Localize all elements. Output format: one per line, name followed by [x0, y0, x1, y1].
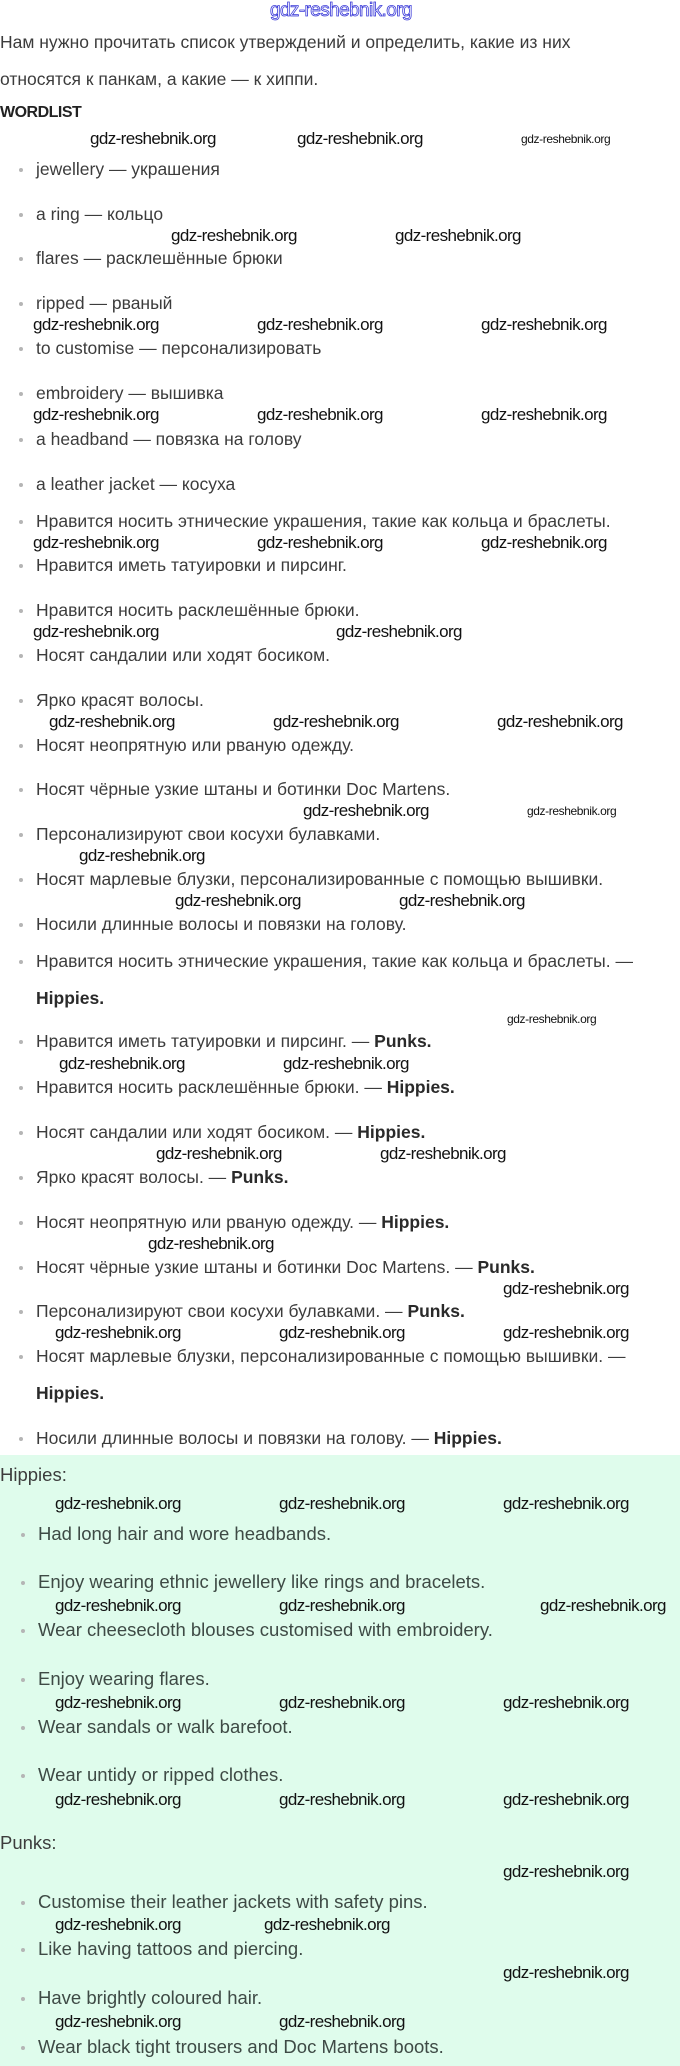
list-item: Персонализируют свои косухи булавками. — [36, 824, 381, 844]
intro-line-1: Нам нужно прочитать список утверждений и определить, какие из них — [0, 32, 571, 52]
list-item: Носят неопрятную или рваную одежду. — [36, 735, 354, 755]
list-item: Customise their leather jackets with safety pins. — [38, 1891, 428, 1912]
answer-item: Носили длинные волосы и повязки на голову. — Hippies. — [36, 1428, 502, 1448]
list-item: Enjoy wearing ethnic jewellery like rings and bracelets. — [38, 1571, 486, 1592]
list-item: Носили длинные волосы и повязки на голову. — [36, 914, 407, 934]
watermark: gdz-reshebnik.org — [148, 1234, 274, 1253]
watermark: gdz-reshebnik.org — [59, 1054, 185, 1073]
answer-item: Носят чёрные узкие штаны и ботинки Doc Martens. — Punks. — [36, 1257, 535, 1277]
watermark: gdz-reshebnik.org — [503, 1693, 629, 1712]
list-item: ripped — рваный — [36, 293, 173, 313]
watermark: gdz-reshebnik.org — [55, 1790, 181, 1809]
watermark: gdz-reshebnik.org — [380, 1144, 506, 1163]
watermark: gdz-reshebnik.org — [171, 226, 297, 245]
watermark: gdz-reshebnik.org — [279, 2012, 405, 2031]
list-item: Носят марлевые блузки, персонализированные с помощью вышивки. — [36, 869, 604, 889]
watermark: gdz-reshebnik.org — [521, 132, 611, 146]
watermark: gdz-reshebnik.org — [264, 1915, 390, 1934]
list-item: jewellery — украшения — [36, 159, 220, 179]
list-item: Wear black tight trousers and Doc Martens boots. — [38, 2036, 444, 2057]
watermark: gdz-reshebnik.org — [279, 1323, 405, 1342]
watermark: gdz-reshebnik.org — [481, 533, 607, 552]
watermark: gdz-reshebnik.org — [503, 1323, 629, 1342]
answer-item: Носят сандалии или ходят босиком. — Hippies. — [36, 1122, 426, 1142]
answer-item: Ярко красят волосы. — Punks. — [36, 1167, 289, 1187]
watermark: gdz-reshebnik.org — [297, 129, 423, 148]
intro-line-2: относятся к панкам, а какие — к хиппи. — [0, 69, 319, 89]
watermark: gdz-reshebnik.org — [279, 1693, 405, 1712]
list-item: Wear cheesecloth blouses customised with embroidery. — [38, 1619, 493, 1640]
answer-item: Носят неопрятную или рваную одежду. — Hippies. — [36, 1212, 450, 1232]
list-item: Носят чёрные узкие штаны и ботинки Doc Martens. — [36, 779, 451, 799]
watermark: gdz-reshebnik.org — [257, 315, 383, 334]
watermark: gdz-reshebnik.org — [257, 533, 383, 552]
answer-item-cont: Hippies. — [36, 1383, 105, 1403]
list-item: Ярко красят волосы. — [36, 690, 204, 710]
watermark: gdz-reshebnik.org — [175, 891, 301, 910]
watermark: gdz-reshebnik.org — [33, 405, 159, 424]
watermark: gdz-reshebnik.org — [279, 1596, 405, 1615]
watermark: gdz-reshebnik.org — [55, 1596, 181, 1615]
list-item: a leather jacket — косуха — [36, 474, 236, 494]
watermark: gdz-reshebnik.org — [49, 712, 175, 731]
watermark: gdz-reshebnik.org — [33, 315, 159, 334]
watermark: gdz-reshebnik.org — [273, 712, 399, 731]
punks-heading: Punks: — [0, 1832, 57, 1853]
watermark: gdz-reshebnik.org — [279, 1494, 405, 1513]
watermark: gdz-reshebnik.org — [399, 891, 525, 910]
list-item: Нравится иметь татуировки и пирсинг. — [36, 555, 347, 575]
watermark: gdz-reshebnik.org — [156, 1144, 282, 1163]
watermark: gdz-reshebnik.org — [279, 1790, 405, 1809]
watermark: gdz-reshebnik.org — [33, 622, 159, 641]
wordlist-title: WORDLIST — [0, 104, 82, 121]
watermark: gdz-reshebnik.org — [540, 1596, 666, 1615]
watermark: gdz-reshebnik.org — [257, 405, 383, 424]
watermark: gdz-reshebnik.org — [33, 533, 159, 552]
watermark: gdz-reshebnik.org — [503, 1279, 629, 1298]
watermark: gdz-reshebnik.org — [481, 405, 607, 424]
answer-item: Носят марлевые блузки, персонализированные с помощью вышивки. — — [36, 1346, 626, 1366]
list-item: to customise — персонализировать — [36, 338, 322, 358]
list-item: Enjoy wearing flares. — [38, 1668, 210, 1689]
answer-item: Персонализируют свои косухи булавками. — Punks. — [36, 1301, 465, 1321]
answer-item: Нравится носить этнические украшения, такие как кольца и браслеты. — — [36, 951, 633, 971]
watermark: gdz-reshebnik.org — [270, 0, 412, 21]
list-item: Like having tattoos and piercing. — [38, 1938, 304, 1959]
watermark: gdz-reshebnik.org — [481, 315, 607, 334]
watermark: gdz-reshebnik.org — [55, 1693, 181, 1712]
watermark: gdz-reshebnik.org — [55, 2012, 181, 2031]
hippies-heading: Hippies: — [0, 1464, 67, 1485]
watermark: gdz-reshebnik.org — [497, 712, 623, 731]
answer-item: Нравится иметь татуировки и пирсинг. — Punks. — [36, 1031, 432, 1051]
list-item: Have brightly coloured hair. — [38, 1987, 263, 2008]
watermark: gdz-reshebnik.org — [503, 1862, 629, 1881]
list-item: flares — расклешённые брюки — [36, 248, 283, 268]
list-item: Носят сандалии или ходят босиком. — [36, 645, 331, 665]
list-item: Нравится носить этнические украшения, такие как кольца и браслеты. — [36, 511, 611, 531]
list-item: a headband — повязка на голову — [36, 429, 302, 449]
answer-item-cont: Hippies. — [36, 988, 105, 1008]
watermark: gdz-reshebnik.org — [283, 1054, 409, 1073]
list-item: embroidery — вышивка — [36, 383, 224, 403]
watermark: gdz-reshebnik.org — [79, 846, 205, 865]
watermark: gdz-reshebnik.org — [336, 622, 462, 641]
watermark: gdz-reshebnik.org — [303, 801, 429, 820]
watermark: gdz-reshebnik.org — [90, 129, 216, 148]
list-item: Wear sandals or walk barefoot. — [38, 1716, 293, 1737]
list-item: Нравится носить расклешённые брюки. — [36, 600, 360, 620]
watermark: gdz-reshebnik.org — [527, 804, 617, 818]
watermark: gdz-reshebnik.org — [503, 1963, 629, 1982]
list-item: a ring — кольцо — [36, 204, 164, 224]
watermark: gdz-reshebnik.org — [503, 1494, 629, 1513]
watermark: gdz-reshebnik.org — [55, 1915, 181, 1934]
watermark: gdz-reshebnik.org — [55, 1494, 181, 1513]
watermark: gdz-reshebnik.org — [55, 1323, 181, 1342]
answer-item: Нравится носить расклешённые брюки. — Hippies. — [36, 1077, 455, 1097]
list-item: Wear untidy or ripped clothes. — [38, 1764, 284, 1785]
watermark: gdz-reshebnik.org — [507, 1012, 597, 1026]
watermark: gdz-reshebnik.org — [503, 1790, 629, 1809]
watermark: gdz-reshebnik.org — [395, 226, 521, 245]
list-item: Had long hair and wore headbands. — [38, 1523, 332, 1544]
